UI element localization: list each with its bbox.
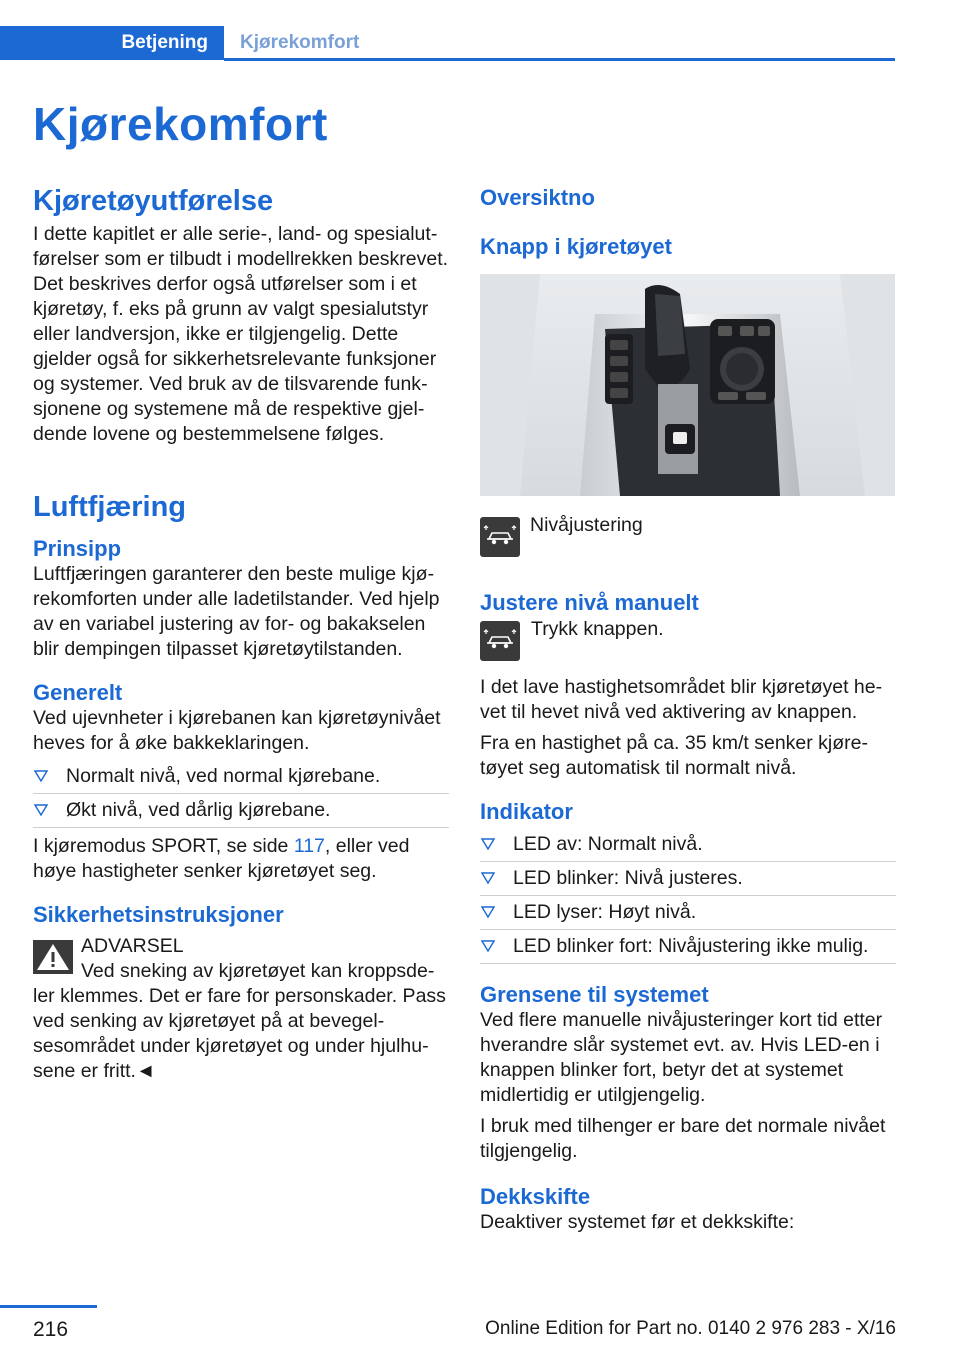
list-item xyxy=(33,794,449,828)
list-item xyxy=(480,896,896,930)
manual-text-1: I det lave hastighetsområdet blir kjøretøyet hevet til hevet nivå ved aktivering av knappen. xyxy=(480,676,883,723)
heading-safety: Sikkerhetsinstruksjoner xyxy=(33,902,284,927)
list-item-text: Normalt nivå, ved normal kjørebane. xyxy=(66,765,381,787)
list-item xyxy=(33,760,449,794)
general-list xyxy=(33,760,449,828)
section-tab-kjorekomfort[interactable]: Kjørekomfort xyxy=(240,32,360,53)
heading-tire-change: Dekkskifte xyxy=(480,1184,591,1209)
warning-icon xyxy=(33,940,73,974)
list-item-text: LED blinker: Nivå justeres. xyxy=(513,867,743,889)
press-button-row xyxy=(480,618,896,661)
edition-text: Online Edition for Part no. 0140 2 976 283 - X/16 xyxy=(485,1318,896,1339)
left-column xyxy=(33,185,449,1084)
center-console-photo xyxy=(480,274,895,496)
press-button-text: Trykk knappen. xyxy=(531,618,664,640)
triangle-bullet-icon xyxy=(481,871,495,885)
heading-system-limits: Grensene til systemet xyxy=(480,982,709,1007)
sport-text-b: , eller ved høye hastigheter senker kjøretøyet seg. xyxy=(33,835,410,882)
general-text: Ved ujevnheter i kjørebanen kan kjøretøynivået heves for å øke bakkeklaringen. xyxy=(33,707,441,754)
level-adjust-button-inline[interactable] xyxy=(480,621,520,661)
heading-principle: Prinsipp xyxy=(33,536,122,561)
footer-rule xyxy=(0,1305,97,1308)
list-item-text: LED blinker fort: Nivåjustering ikke mulig. xyxy=(513,935,869,957)
car-level-icon xyxy=(480,621,520,661)
tire-change-text: Deaktiver systemet før et dekkskifte: xyxy=(480,1211,795,1233)
level-adjust-label: Nivåjustering xyxy=(530,514,643,536)
heading-manual-adjust: Justere nivå manuelt xyxy=(480,590,699,615)
page-header xyxy=(0,26,895,62)
page-title: Kjørekomfort xyxy=(33,98,328,150)
list-item-text: Økt nivå, ved dårlig kjørebane. xyxy=(66,799,331,821)
limits-text-2: I bruk med tilhenger er bare det normale nivået tilgjengelig. xyxy=(480,1115,886,1162)
heading-vehicle-version: Kjøretøyutførelse xyxy=(33,185,274,217)
list-item-text: LED av: Normalt nivå. xyxy=(513,833,703,855)
heading-general: Generelt xyxy=(33,680,123,705)
triangle-bullet-icon xyxy=(34,769,48,783)
page-link-117[interactable]: 117 xyxy=(293,835,325,857)
center-console-illustration xyxy=(480,274,895,496)
heading-air-suspension: Luftfjæring xyxy=(33,491,187,523)
triangle-bullet-icon xyxy=(481,905,495,919)
header-rule xyxy=(224,58,895,61)
level-adjust-button[interactable] xyxy=(480,517,520,557)
limits-text-1: Ved flere manuelle nivåjusteringer kort tid etter hverandre slår systemet evt. av. Hvis LED-en i knappen blinker fort, betyr det at systemet midlertidig er utilgjengelig. xyxy=(480,1009,883,1106)
heading-button-in-vehicle: Knapp i kjøretøyet xyxy=(480,234,672,259)
heading-overview: Oversiktno xyxy=(480,185,595,210)
warning-text: Ved sneking av kjøretøyet kan kroppsdeler klemmes. Det er fare for personskader. Pass ved senking av kjøretøyet på at bevegelsesområdet under kjøretøyet og under hjulhusene er fritt.◄ xyxy=(33,960,446,1082)
manual-text-2: Fra en hastighet på ca. 35 km/t senker kjøretøyet seg automatisk til normalt nivå. xyxy=(480,732,869,779)
section-tab-betjening[interactable]: Betjening xyxy=(0,26,224,60)
list-item xyxy=(480,828,896,862)
sport-text xyxy=(33,834,449,884)
list-item-text: LED lyser: Høyt nivå. xyxy=(513,901,697,923)
principle-text: Luftfjæringen garanterer den beste mulige kjørekomforten under alle ladetilstander. Ved hjelp av en variabel justering av for- og bakakselen blir dempingen tilpasset kjøretøytilstanden. xyxy=(33,563,440,660)
warning-title: ADVARSEL xyxy=(81,935,184,957)
car-level-icon xyxy=(480,517,520,557)
sport-text-a: I kjøremodus SPORT, se side xyxy=(33,835,294,857)
right-column xyxy=(480,185,896,1235)
vehicle-version-text: I dette kapitlet er alle serie-, land- og spesialutførelser som er tilbudt i modellrekken beskrevet. Det beskrives derfor også utførelser som i et kjøretøy, f. eks på grunn av valgt spesialutstyr eller landversjon, ikke er tilgjengelig. Dette gjelder også for sikkerhetsrelevante funksjoner og systemer. Ved bruk av de tilsvarende funksjonene og systemene må de respektive gjeldende lovene og bestemmelsene følges. xyxy=(33,223,449,445)
page-number: 216 xyxy=(33,1318,69,1341)
list-item xyxy=(480,930,896,964)
triangle-bullet-icon xyxy=(481,939,495,953)
triangle-bullet-icon xyxy=(481,837,495,851)
level-adjust-legend xyxy=(480,514,896,557)
indicator-list xyxy=(480,828,896,964)
warning-block xyxy=(33,934,449,959)
list-item xyxy=(480,862,896,896)
heading-indicator: Indikator xyxy=(480,799,573,824)
triangle-bullet-icon xyxy=(34,803,48,817)
